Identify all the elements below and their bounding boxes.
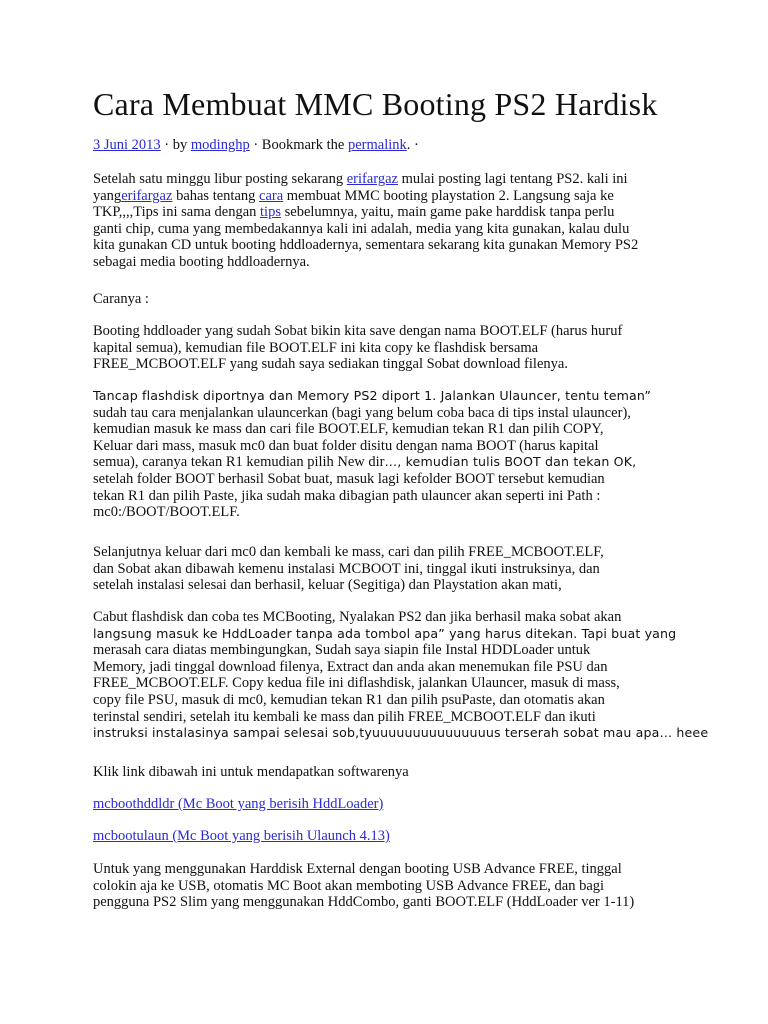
text-run: sebelumnya, yaitu, main game pake harddisk tanpa perlu [280, 204, 615, 221]
text-line: Untuk yang menggunakan Harddisk External dengan booting USB Advance FREE, tinggal [93, 861, 622, 877]
download-link-row-1 [93, 796, 383, 813]
text-line: kita gunakan CD untuk booting hddloadernya, sementara sekarang kita gunakan Memory PS2 [93, 237, 639, 254]
text-line: kapital semua), kemudian file BOOT.ELF ini kita copy ke flashdisk bersama [93, 339, 539, 356]
text-line: sebagai media booting hddloadernya. [93, 253, 310, 270]
text-run: TKP,,,,Tips ini sama dengan [93, 204, 261, 221]
text-run: mulai posting lagi tentang PS2. kali ini [397, 171, 628, 187]
text-run: yang [93, 187, 122, 204]
text-line: Keluar dari mass, masuk mc0 dan buat folder disitu dengan nama BOOT (harus kapital [93, 437, 599, 454]
text-line: setelah folder BOOT berhasil Sobat buat, masuk lagi kefolder BOOT tersebut kemudian [93, 470, 605, 487]
text-line: copy file PSU, masuk di mc0, kemudian tekan R1 dan pilih psuPaste, dan otomatis akan [93, 691, 605, 708]
mcboothddldr-download-link[interactable]: mcboothddldr (Mc Boot yang berisih HddLoader) [93, 796, 384, 812]
erifargaz-link[interactable]: erifargaz [121, 187, 173, 204]
tips-link[interactable]: tips [260, 204, 281, 221]
text-line: merasah cara diatas membingungkan, Sudah saya siapin file Instal HDDLoader untuk [93, 642, 591, 659]
text-line: Tancap flashdisk diportnya dan Memory PS2 diport 1. Jalankan Ulauncer, tentu teman” [93, 388, 651, 403]
paragraph-usb-advance [93, 861, 634, 911]
text-line: Memory, jadi tinggal download filenya, Extract dan anda akan menemukan file PSU dan [93, 658, 608, 675]
text-run: Setelah satu minggu libur posting sekarang [93, 171, 347, 187]
paragraph-download-intro [93, 764, 409, 781]
cara-link[interactable]: cara [259, 187, 284, 204]
meta-tail: . · [406, 137, 419, 153]
paragraph-step-3 [93, 544, 604, 594]
text-line: tekan R1 dan pilih Paste, jika sudah maka dibagian path ulauncer akan seperti ini Path : [93, 487, 601, 504]
text-line: kemudian masuk ke mass dan cari file BOOT.ELF, kemudian tekan R1 dan pilih COPY, [93, 421, 604, 438]
date-link[interactable]: 3 Juni 2013 [93, 137, 161, 153]
text-run: membuat MMC booting playstation 2. Langsung saja ke [283, 187, 614, 204]
text-run: semua), caranya tekan R1 kemudian pilih New dir [93, 454, 385, 471]
paragraph-caranya [93, 291, 149, 308]
mcbootulaun-download-link[interactable]: mcbootulaun (Mc Boot yang berisih Ulaunch 4.13) [93, 828, 390, 844]
text-line: sudah tau cara menjalankan ulauncerkan (bagi yang belum coba baca di tips instal ulauncer), [93, 404, 631, 421]
text-line: mc0:/BOOT/BOOT.ELF. [93, 504, 240, 521]
meta-bookmark-text: · Bookmark the [249, 137, 348, 153]
text-line: instruksi instalasinya sampai selesai sob,tyuuuuuuuuuuuuuuus terserah sobat mau apa… heee [93, 725, 709, 741]
article-title: Cara Membuat MMC Booting PS2 Hardisk [93, 86, 658, 122]
text-line: Selanjutnya keluar dari mc0 dan kembali ke mass, cari dan pilih FREE_MCBOOT.ELF, [93, 544, 604, 560]
download-link-row-2 [93, 828, 390, 845]
text-line: FREE_MCBOOT.ELF yang sudah saya sediakan tinggal Sobat download filenya. [93, 356, 568, 373]
text-line: dan Sobat akan dibawah kemenu instalasi MCBOOT ini, tinggal ikuti instruksinya, dan [93, 560, 600, 577]
text-line: Klik link dibawah ini untuk mendapatkan softwarenya [93, 764, 409, 780]
paragraph-step-1 [93, 323, 622, 373]
text-line: setelah instalasi selesai dan berhasil, keluar (Segitiga) dan Playstation akan mati, [93, 577, 562, 594]
text-line: Caranya : [93, 291, 149, 307]
meta-separator-by: · by [160, 137, 191, 153]
paragraph-intro [93, 171, 638, 271]
text-line: Cabut flashdisk dan coba tes MCBooting, Nyalakan PS2 dan jika berhasil maka sobat akan [93, 609, 622, 625]
text-line: terinstal sendiri, setelah itu kembali ke mass dan pilih FREE_MCBOOT.ELF dan ikuti [93, 708, 596, 725]
text-line [93, 171, 638, 188]
text-line [93, 188, 638, 205]
paragraph-step-4 [93, 609, 708, 742]
author-link[interactable]: modinghp [190, 137, 250, 153]
erifargaz-link[interactable]: erifargaz [346, 171, 398, 187]
text-line: FREE_MCBOOT.ELF. Copy kedua file ini diflashdisk, jalankan Ulauncer, masuk di mass, [93, 675, 620, 692]
post-meta [93, 137, 419, 154]
permalink-link[interactable]: permalink [347, 137, 407, 153]
text-run: bahas tentang [172, 187, 260, 204]
paragraph-step-2 [93, 388, 651, 521]
text-line: langsung masuk ke HddLoader tanpa ada tombol apa” yang harus ditekan. Tapi buat yang [93, 625, 677, 641]
text-line [93, 454, 651, 471]
text-line: colokin aja ke USB, otomatis MC Boot akan memboting USB Advance FREE, dan bagi [93, 877, 605, 894]
text-line [93, 204, 638, 221]
text-run: …, kemudian tulis BOOT dan tekan OK, [384, 454, 637, 470]
text-line: pengguna PS2 Slim yang menggunakan HddCombo, ganti BOOT.ELF (HddLoader ver 1-11) [93, 894, 635, 911]
text-line: Booting hddloader yang sudah Sobat bikin kita save dengan nama BOOT.ELF (harus huruf [93, 323, 623, 339]
text-line: ganti chip, cuma yang membedakannya kali ini adalah, media yang kita gunakan, kalau dulu [93, 220, 630, 237]
